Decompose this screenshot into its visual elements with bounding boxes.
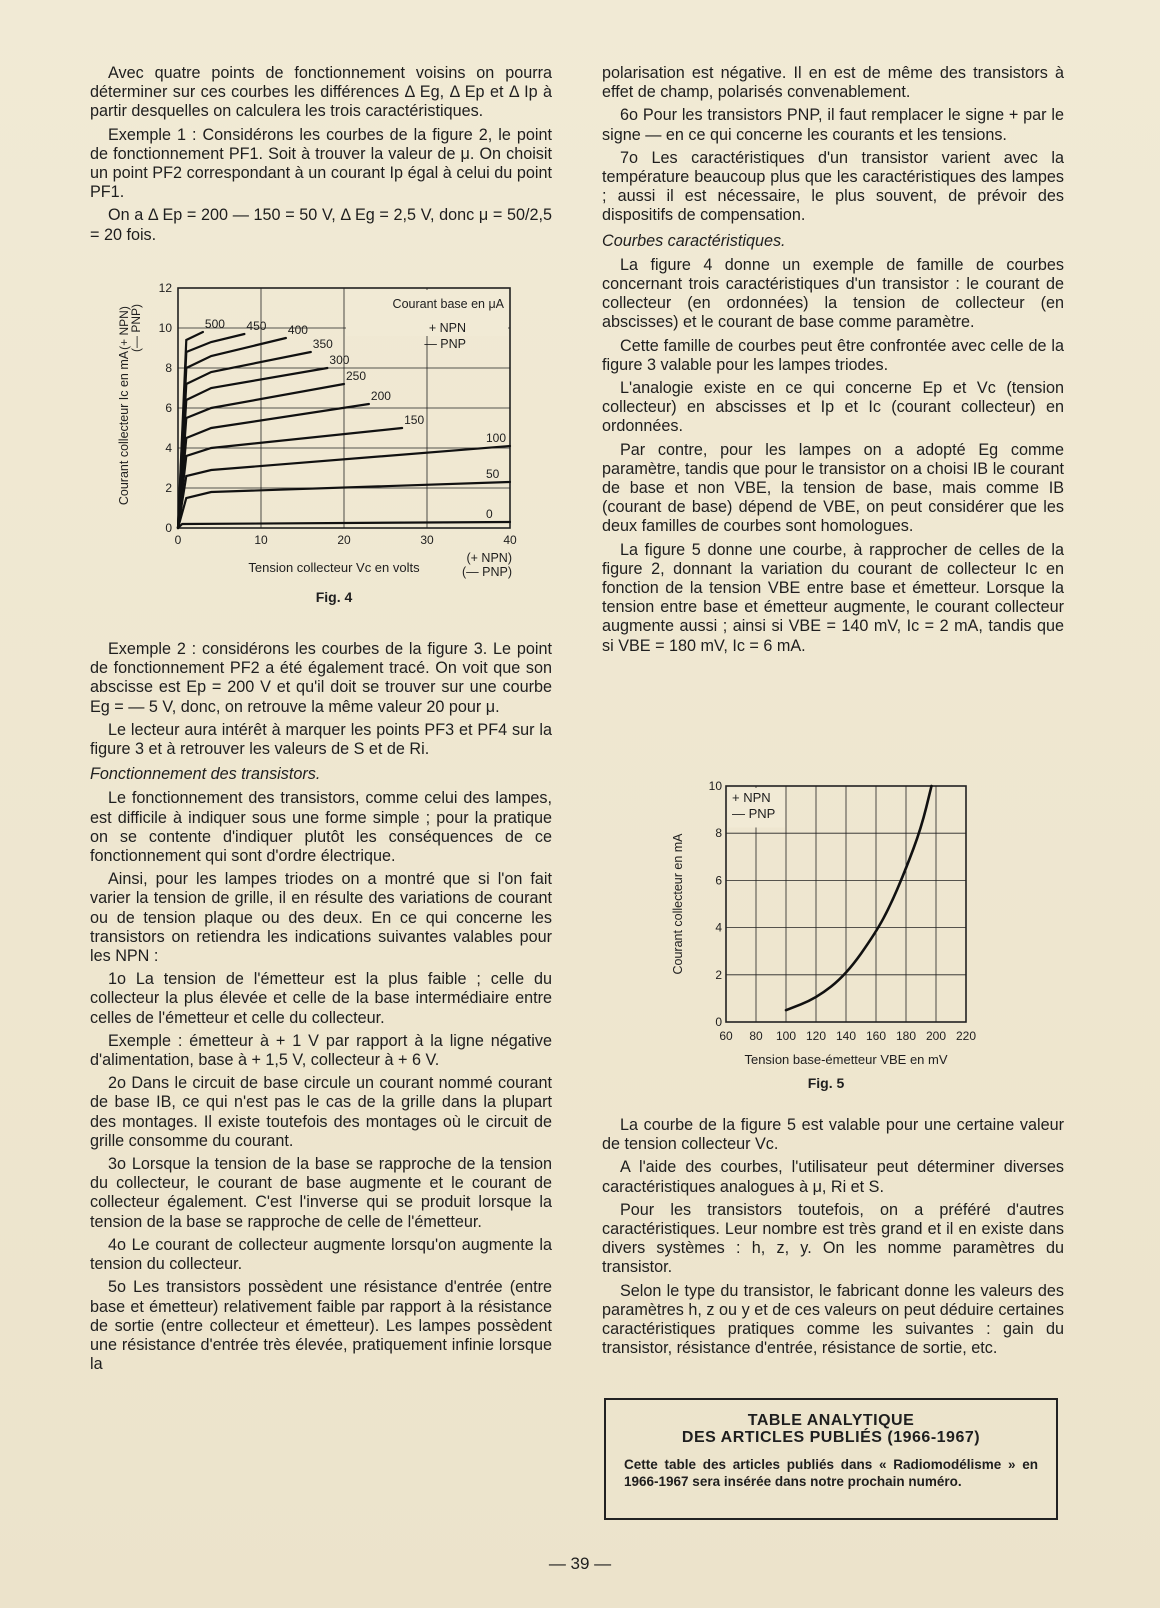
y-tick-label: 4 [715, 920, 722, 935]
paragraph: 6o Pour les transistors PNP, il faut remplacer le signe + par le signe — en ce qui concerne les courants et les tensions. [602, 106, 1064, 144]
y-polarity-pnp: (— PNP) [129, 304, 143, 352]
x-tick-label: 30 [420, 533, 434, 547]
figure-4-chart [106, 282, 536, 627]
left-column-top [90, 64, 552, 249]
curve-label: 300 [329, 353, 350, 367]
y-axis-title: Courant collecteur Ic en mA [117, 350, 131, 506]
y-tick-label: 10 [158, 321, 172, 335]
y-tick-label: 12 [158, 282, 172, 295]
x-tick-label: 140 [835, 1029, 857, 1043]
page-number: — 39 — [548, 1554, 612, 1573]
y-polarity-npn: (+ NPN) [117, 306, 131, 350]
paragraph: Ainsi, pour les lampes triodes on a montré que si l'on fait varier la tension de grille, il en résulte des variations de courant ou de tension plaque ou des deux. En ce qui concerne les transistors on retiendra les indications suivantes valables pour les NPN : [90, 870, 552, 966]
curve-series [786, 786, 932, 1010]
right-column-top [602, 64, 1064, 660]
x-tick-label: 200 [925, 1029, 947, 1043]
x-tick-label: 160 [865, 1029, 887, 1043]
x-tick-label: 220 [955, 1029, 977, 1043]
curve-label: 200 [370, 389, 391, 403]
box-body: Cette table des articles publiés dans « Radiomodélisme » en 1966-1967 sera insérée dans notre prochain numéro. [624, 1457, 1038, 1489]
y-tick-label: 6 [715, 873, 722, 888]
x-tick-label: 20 [337, 533, 351, 547]
box-title-line-2: DES ARTICLES PUBLIÉS (1966-1967) [681, 1429, 981, 1446]
paragraph: Cette famille de courbes peut être confrontée avec celle de la figure 3 valable pour les lampes triodes. [602, 336, 1064, 374]
figure-caption: Fig. 4 [315, 589, 353, 605]
curve-label: 350 [312, 337, 333, 351]
paragraph: Exemple 2 : considérons les courbes de la figure 3. Le point de fonctionnement PF2 a été également tracé. On voit que son abscisse est Ep = 200 V et qu'il doit se trouver sur une courbe Eg = — 5 V, donc, on retrouve la même valeur 20 pour μ. [90, 640, 552, 716]
paragraph: 4o Le courant de collecteur augmente lorsqu'on augmente la tension du collecteur. [90, 1235, 552, 1274]
legend-item: — PNP [424, 337, 466, 351]
section-heading: Courbes caractéristiques. [602, 231, 786, 250]
figure-caption: Fig. 5 [807, 1075, 845, 1091]
curve-label: 450 [246, 319, 267, 333]
y-tick-label: 10 [708, 779, 722, 793]
x-tick-label: 80 [749, 1029, 763, 1043]
curve-series [178, 334, 244, 528]
paragraph: 7o Les caractéristiques d'un transistor varient avec la température beaucoup plus que les caractéristiques des lampes ; aussi il est nécessaire, le plus souvent, de prévoir des dispositifs de compensation. [602, 148, 1064, 225]
paragraph: On a Δ Ep = 200 — 150 = 50 V, Δ Eg = 2,5 V, donc μ = 50/2,5 = 20 fois. [90, 206, 552, 244]
paragraph: L'analogie existe en ce qui concerne Ep et Vc (tension collecteur) en abscisses et Ip et Ic (courant collecteur) en ordonnées. [602, 379, 1064, 436]
paragraph: Par contre, pour les lampes on a adopté Eg comme paramètre, tandis que pour le transistor on a choisi IB le courant de base et non VBE, la tension de base, mais comme IB (courant de base) dépend de VBE, on peut considérer que les deux familles de courbes sont homologues. [602, 440, 1064, 536]
curve-series [178, 338, 286, 528]
y-tick-label: 0 [715, 1015, 722, 1029]
x-tick-label: 10 [254, 533, 268, 547]
x-tick-label: 60 [719, 1029, 733, 1043]
y-tick-label: 2 [165, 481, 172, 495]
section-heading: Fonctionnement des transistors. [90, 765, 321, 784]
x-tick-label: 100 [775, 1029, 797, 1043]
legend-title: Courant base en μA [392, 297, 504, 311]
y-tick-label: 8 [165, 361, 172, 375]
paragraph: 2o Dans le circuit de base circule un courant nommé courant de base IB, ce qui n'est pas le cas de la grille dans la plupart des montages. Il existe toutefois des montages où le circuit de grille consomme du courant. [90, 1074, 552, 1150]
y-tick-label: 2 [715, 967, 722, 982]
y-axis-title: Courant collecteur en mA [671, 833, 685, 975]
paragraph: 3o Lorsque la tension de la base se rapproche de la tension du collecteur, le courant de base augmente et le courant de collecteur également. C'est l'inverse qui se produit lorsque la tension de la base se rapproche de celle de l'émetteur. [90, 1155, 552, 1231]
curve-label: 100 [486, 431, 507, 445]
x-tick-label: 0 [174, 533, 182, 547]
paragraph: polarisation est négative. Il en est de même des transistors à effet de champ, polarisés convenablement. [602, 64, 1064, 102]
legend-item: + NPN [732, 790, 771, 805]
curve-series [178, 428, 402, 528]
left-column-bottom [90, 640, 552, 1378]
paragraph: 5o Les transistors possèdent une résistance d'entrée (entre base et émetteur) relativement faible par rapport à la résistance de sortie (entre collecteur et émetteur). Les lampes possèdent une résistance d'entrée très élevée, pratiquement infinie lorsque la [90, 1278, 552, 1374]
announcement-box [604, 1398, 1058, 1520]
curve-label: 500 [204, 317, 225, 331]
paragraph: La figure 5 donne une courbe, à rapprocher de celles de la figure 2, donnant la variation du courant de collecteur Ic en fonction de la tension VBE entre base et émetteur. Lorsque la tension entre base et émetteur augmente, le courant collecteur augmente aussi ; ainsi si VBE = 140 mV, Ic = 2 mA, tandis que si VBE = 180 mV, Ic = 6 mA. [602, 540, 1064, 655]
x-tick-label: 40 [503, 533, 517, 547]
paragraph: A l'aide des courbes, l'utilisateur peut déterminer diverses caractéristiques analogues à μ, Ri et S. [602, 1158, 1064, 1196]
paragraph: Avec quatre points de fonctionnement voisins on pourra déterminer sur ces courbes les différences Δ Eg, Δ Ep et Δ Ip à partir desquelles on calculera les trois caractéristiques. [90, 64, 552, 121]
legend-item: + NPN [428, 321, 466, 335]
x-axis-title: Tension collecteur Vc en volts [248, 560, 420, 575]
right-column-bottom [602, 1116, 1064, 1362]
figure-5-chart [670, 772, 1000, 1102]
curve-label: 50 [486, 467, 500, 481]
curve-label: 400 [287, 323, 308, 337]
y-tick-label: 0 [165, 521, 172, 535]
x-axis-title: Tension base-émetteur VBE en mV [744, 1052, 948, 1067]
paragraph: Le lecteur aura intérêt à marquer les points PF3 et PF4 sur la figure 3 et à retrouver les valeurs de S et de Ri. [90, 720, 552, 759]
paragraph: La figure 4 donne un exemple de famille de courbes concernant trois caractéristiques d'un transistor : le courant de collecteur (en ordonnées) la tension de collecteur (en abscisses) et le courant de base comme paramètre. [602, 255, 1064, 332]
paragraph: 1o La tension de l'émetteur est la plus faible ; celle du collecteur la plus élevée et celle de la base intermédiaire entre celles de l'émetteur et celle du collecteur. [90, 970, 552, 1027]
paragraph: Selon le type du transistor, le fabricant donne les valeurs des paramètres h, z ou y et de ces valeurs on peut déduire certaines caractéristiques pratiques comme les suivantes : gain du transistor, résistance d'entrée, résistance de sortie, etc. [602, 1281, 1064, 1358]
curve-label: 250 [346, 369, 367, 383]
paragraph: Exemple 1 : Considérons les courbes de la figure 2, le point de fonctionnement PF1. Soit à trouver la valeur de μ. On choisit un point PF2 correspondant à un courant Ip égal à celui du point PF1. [90, 125, 552, 202]
paragraph: Le fonctionnement des transistors, comme celui des lampes, est difficile à indiquer sous une forme simple ; pour la pratique on se contente d'indiquer plutôt les conséquences de ce fonctionnement qui sont d'ordre électrique. [90, 789, 552, 866]
y-tick-label: 4 [165, 441, 172, 455]
x-polarity-npn: (+ NPN) [466, 551, 512, 565]
curve-label: 150 [404, 413, 425, 427]
curve-label: 0 [486, 507, 493, 521]
y-tick-label: 8 [715, 826, 722, 841]
box-title-line-1: TABLE ANALYTIQUE [747, 1412, 915, 1429]
paragraph: La courbe de la figure 5 est valable pour une certaine valeur de tension collecteur Vc. [602, 1116, 1064, 1154]
y-tick-label: 6 [165, 401, 172, 415]
x-tick-label: 120 [805, 1029, 827, 1043]
paragraph: Exemple : émetteur à + 1 V par rapport à la ligne négative d'alimentation, base à + 1,5 V, collecteur à + 6 V. [90, 1031, 552, 1070]
paragraph: Pour les transistors toutefois, on a préféré d'autres caractéristiques. Leur nombre est très grand et il en existe dans divers systèmes : h, z, y. On les nomme paramètres du transistor. [602, 1200, 1064, 1277]
legend-item: — PNP [732, 806, 776, 821]
x-polarity-pnp: (— PNP) [462, 565, 512, 579]
x-tick-label: 180 [895, 1029, 917, 1043]
